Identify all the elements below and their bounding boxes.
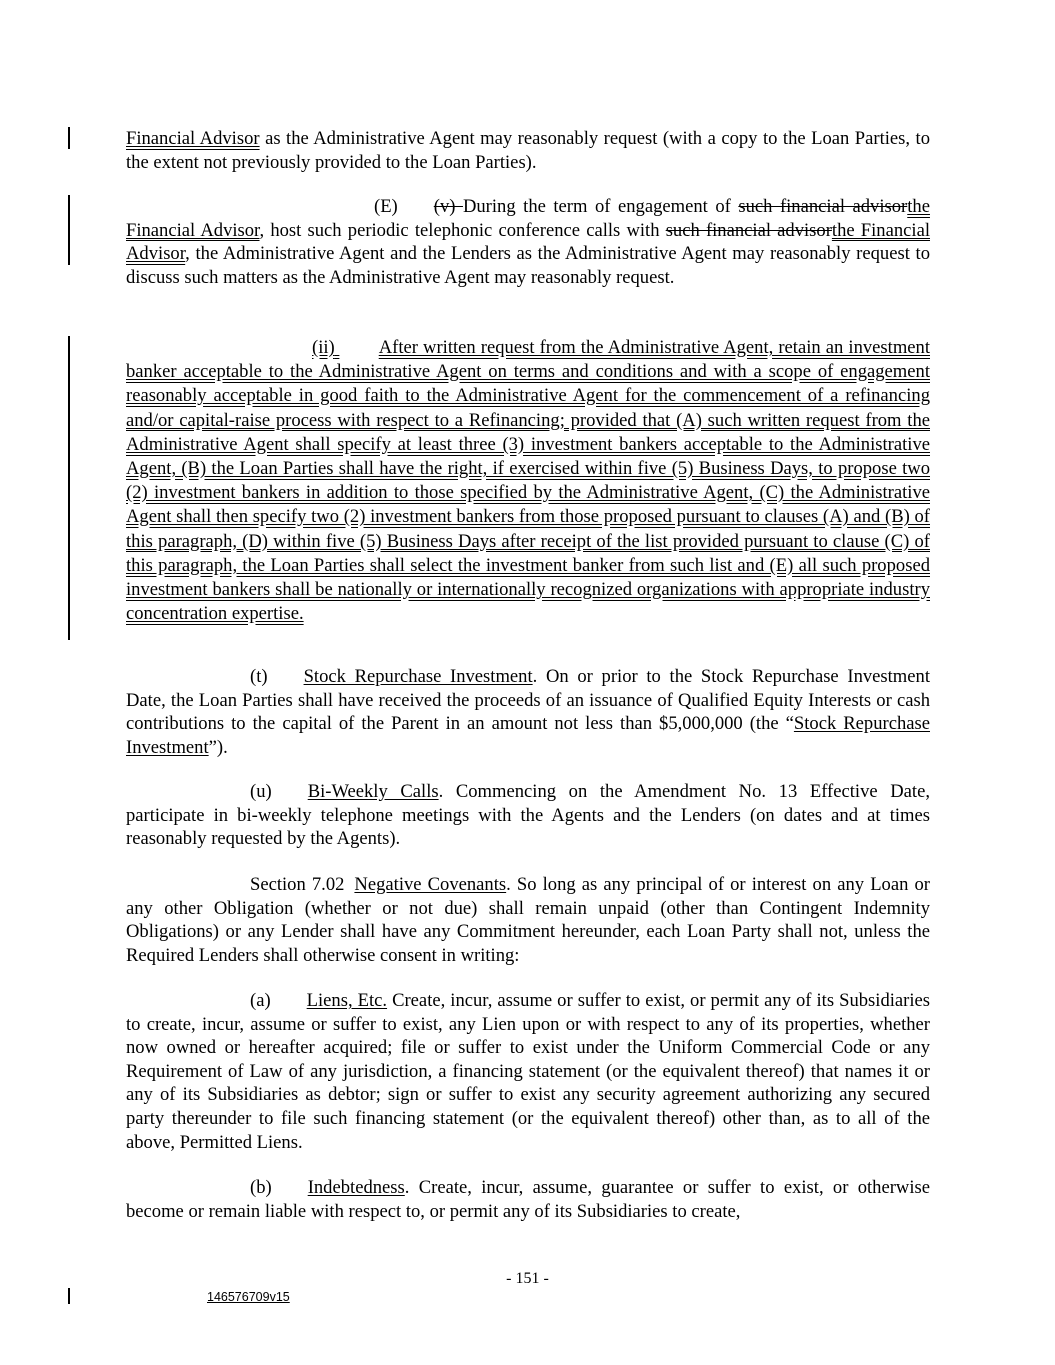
paragraph-text: as the Administrative Agent may reasonably request (with a copy to the Loan Parties, to the extent not previously provided to the Loan Parties).	[126, 128, 930, 173]
clause-label: (u)	[250, 781, 272, 802]
clause-label: (b)	[250, 1177, 272, 1198]
inserted-text: the Financial Advisor	[126, 196, 930, 241]
section-heading: Negative Covenants	[354, 874, 507, 895]
change-bar	[68, 336, 70, 640]
paragraph-financial-advisor-request	[126, 127, 930, 174]
paragraph-text: . Create, incur, assume, guarantee or suffer to exist, or otherwise become or remain liable with respect to, or permit any of its Subsidiaries to create,	[126, 1177, 930, 1222]
paragraph-text: Create, incur, assume or suffer to exist, or permit any of its Subsidiaries to create, incur, assume or suffer to exist, any Lien upon or with respect to any of its properties, whether now owned or hereafter acquired; file or suffer to exist under the Uniform Commercial Code or any Requirement of Law of any jurisdiction, a financing statement (or the equivalent thereof) that names it or any of its Subsidiaries as debtor; sign or suffer to exist any security agreement authorizing any secured party thereunder to file such financing statement (or the equivalent thereof) other than, as to all of the above, Permitted Liens.	[126, 990, 931, 1153]
paragraph-text: . Commencing on the Amendment No. 13 Effective Date, participate in bi-weekly telephone meetings with the Agents and the Lenders (on dates and at times reasonably requested by the Agents).	[126, 781, 930, 850]
deleted-text: such financial advisor	[665, 219, 832, 241]
change-bar	[68, 195, 70, 265]
inserted-text: After written request from the Administrative Agent, retain an investment banker acceptable to the Administrative Agent on terms and conditions and with a scope of engagement reasonably acceptable in good faith to the Administrative Agent for the commencement of a refinancing and/or capital-raise process with respect to a Refinancing; provided that (A) such written request from the Administrative Agent shall specify at least three (3) investment bankers acceptable to the Administrative Agent, (B) the Loan Parties shall have the right, if exercised within five (5) Business Days, to propose two (2) investment bankers in addition to those specified by the Administrative Agent, (C) the Administrative Agent shall then specify two (2) investment bankers from those proposed pursuant to clauses (A) and (B) of this paragraph, (D) within five (5) Business Days after receipt of the list provided pursuant to clause (C) of this paragraph, the Loan Parties shall select the investment banker from such list and (E) all such proposed investment bankers shall be nationally or internationally recognized organizations with appropriate industry concentration expertise.	[126, 337, 930, 625]
deleted-text: such financial advisor	[738, 196, 908, 217]
document-id: 146576709v15	[207, 1290, 290, 1304]
section-heading: Stock Repurchase Investment	[303, 666, 533, 687]
paragraph-text: During the term of engagement of	[462, 196, 739, 217]
clause-label: (E)	[374, 196, 398, 217]
clause-label: (a)	[250, 990, 271, 1011]
paragraph-text: , the Administrative Agent and the Lenders as the Administrative Agent may reasonably request to discuss such matters as the Administrative Agent may reasonably request.	[126, 243, 930, 288]
section-heading: Indebtedness	[307, 1177, 405, 1198]
page-number: - 151 -	[506, 1270, 549, 1287]
clause-label: (ii)	[312, 337, 335, 358]
clause-label: (t)	[250, 666, 268, 687]
paragraph-text: . On or prior to the Stock Repurchase Investment Date, the Loan Parties shall have received the proceeds of an issuance of Qualified Equity Interests or cash contributions to the capital of the Parent in an amount not less than $5,000,000 (the “	[126, 666, 930, 735]
paragraph-a-liens	[126, 989, 930, 1154]
paragraph-u-bi-weekly-calls	[126, 780, 930, 851]
section-heading: Bi-Weekly Calls	[307, 781, 439, 802]
paragraph-text: . So long as any principal of or interest on any Loan or any other Obligation (whether or not due) shall remain unpaid (other than Contingent Indemnity Obligations) or any Lender shall have any Commitment hereunder, each Loan Party shall not, unless the Required Lenders shall otherwise consent in writing:	[126, 874, 930, 966]
section-heading: Liens, Etc.	[306, 990, 388, 1011]
section-label: Section 7.02	[250, 874, 345, 895]
paragraph-section-7-02	[126, 873, 930, 967]
paragraph-ii-investment-banker	[126, 336, 930, 626]
change-bar	[68, 127, 70, 149]
paragraph-text: , host such periodic telephonic conference calls with	[259, 219, 666, 241]
paragraph-e-conference-calls	[126, 195, 930, 289]
inserted-text: Financial Advisor	[126, 128, 260, 149]
defined-term: Stock Repurchase Investment	[126, 713, 930, 758]
change-bar	[68, 1288, 70, 1304]
deleted-text: (v)	[433, 196, 463, 217]
inserted-text: the Financial Advisor	[126, 219, 930, 265]
paragraph-text: ”).	[208, 736, 228, 758]
paragraph-t-stock-repurchase	[126, 665, 930, 759]
paragraph-b-indebtedness	[126, 1176, 930, 1223]
